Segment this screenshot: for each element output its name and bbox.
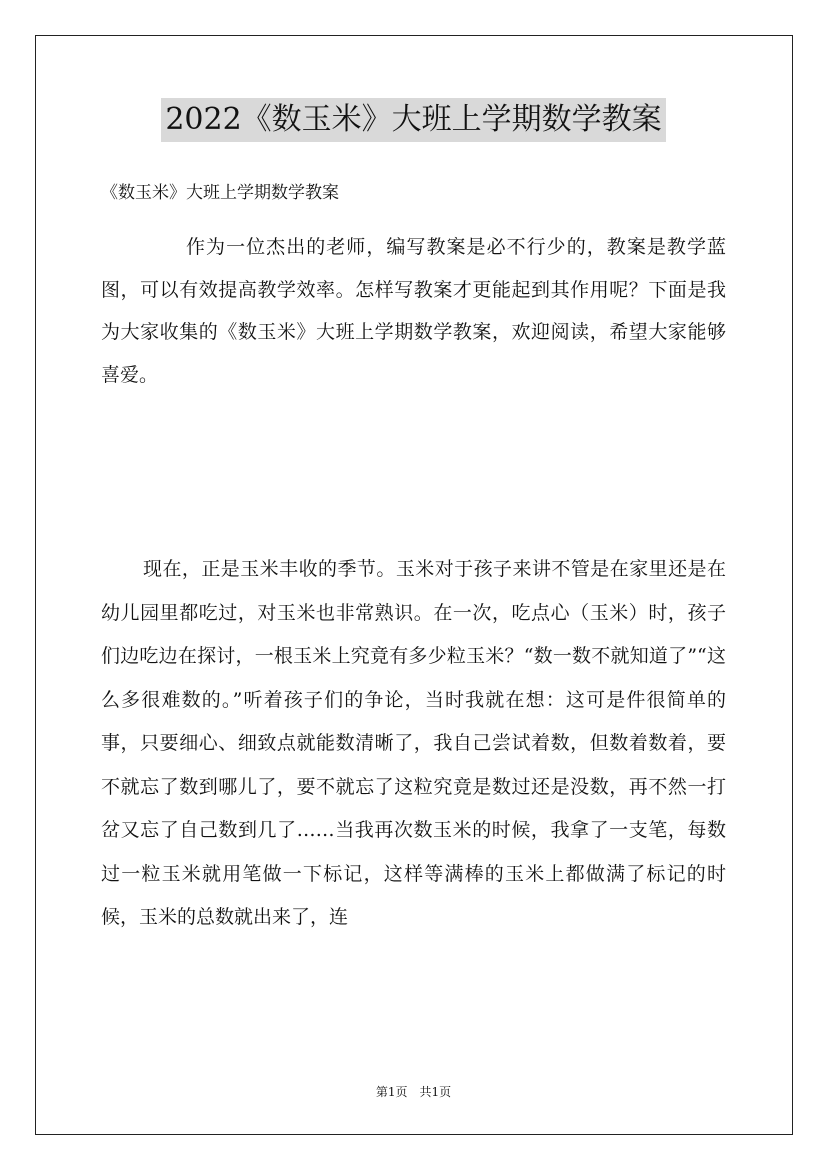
document-title-text: 2022《数玉米》大班上学期数学教案	[161, 98, 665, 142]
document-subtitle: 《数玉米》大班上学期数学教案	[101, 183, 339, 203]
document-title	[0, 98, 827, 142]
body-paragraph: 现在，正是玉米丰收的季节。玉米对于孩子来讲不管是在家里还是在幼儿园里都吃过，对玉米也非常熟识。在一次，吃点心（玉米）时，孩子们边吃边在探讨，一根玉米上究竟有多少粒玉米？“数一数不就知道了”“这么多很难数的。”听着孩子们的争论，当时我就在想：这可是件很简单的事，只要细心、细致点就能数清晰了，我自己尝试着数，但数着数着，要不就忘了数到哪儿了，要不就忘了这粒究竟是数过还是没数，再不然一打岔又忘了自己数到几了……当我再次数玉米的时候，我拿了一支笔，每数过一粒玉米就用笔做一下标记，这样等满棒的玉米上都做满了标记的时候，玉米的总数就出来了，连	[101, 558, 726, 928]
page-footer: 第1页 共1页	[375, 1085, 452, 1099]
intro-paragraph: 作为一位杰出的老师，编写教案是必不行少的，教案是教学蓝图，可以有效提高教学效率。怎样写教案才更能起到其作用呢？下面是我为大家收集的《数玉米》大班上学期数学教案，欢迎阅读，希望大家能够喜爱。	[101, 236, 726, 386]
